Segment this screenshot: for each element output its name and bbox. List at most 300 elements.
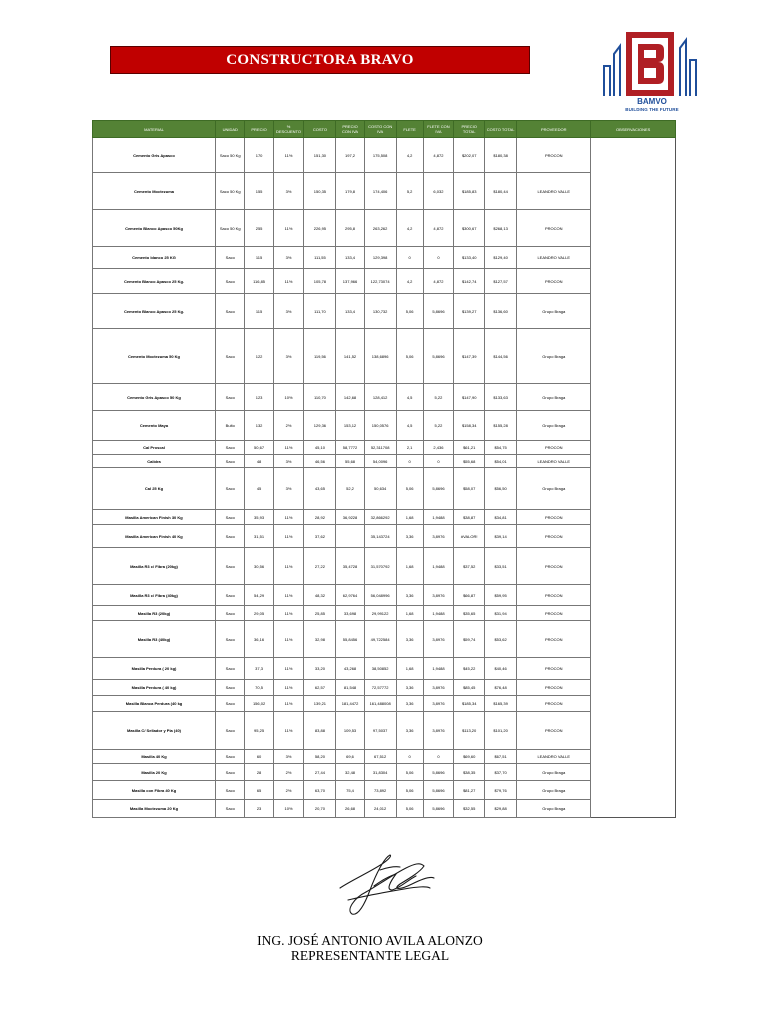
table-cell: PROCON <box>517 658 591 680</box>
table-cell: 1,9488 <box>423 658 454 680</box>
table-cell: 181,4472 <box>336 696 364 712</box>
table-cell: 81,548 <box>336 680 364 696</box>
table-cell: 5,06 <box>396 329 423 384</box>
table-cell: 153,12 <box>336 411 364 441</box>
table-cell: 115 <box>245 294 273 329</box>
logo-text <box>612 98 692 114</box>
table-row <box>93 621 676 658</box>
table-cell: $59,74 <box>454 621 485 658</box>
table-cell: Saco <box>216 781 245 800</box>
table-cell: Cal 25 Kg <box>93 468 216 510</box>
table-cell: 28 <box>245 764 273 781</box>
observaciones-cell <box>591 606 676 621</box>
table-cell: $54,75 <box>485 441 517 455</box>
table-cell: 5,2 <box>396 173 423 210</box>
table-cell: 1,9488 <box>423 510 454 525</box>
table-cell: $37,52 <box>454 548 485 585</box>
table-cell: LEANDRO VALLE <box>517 455 591 468</box>
table-cell: 49,722584 <box>364 621 396 658</box>
table-cell <box>336 525 364 548</box>
table-cell: 1,9488 <box>423 548 454 585</box>
table-cell: 2% <box>273 781 304 800</box>
table-cell: 5,8696 <box>423 294 454 329</box>
table-cell: $165,39 <box>485 696 517 712</box>
table-cell: Grupo Braga <box>517 329 591 384</box>
table-cell: 139,21 <box>304 696 336 712</box>
table-cell: 29,99122 <box>364 606 396 621</box>
table-cell: PROCON <box>517 548 591 585</box>
column-header: PRECIO TOTAL <box>454 121 485 138</box>
table-cell: 3% <box>273 750 304 764</box>
column-header: OBSERVACIONES <box>591 121 676 138</box>
table-cell: $127,57 <box>485 269 517 294</box>
observaciones-cell <box>591 411 676 441</box>
table-cell: PROCON <box>517 525 591 548</box>
table-cell: 55,68 <box>336 455 364 468</box>
table-cell: $34,81 <box>485 510 517 525</box>
observaciones-cell <box>591 712 676 750</box>
table-cell: 52,311708 <box>364 441 396 455</box>
table-cell: $33,51 <box>485 548 517 585</box>
handwritten-signature <box>330 850 440 920</box>
table-cell: 45 <box>245 468 273 510</box>
table-cell: Cemento blanco 25 KG <box>93 247 216 269</box>
table-cell: 5,8696 <box>423 329 454 384</box>
table-cell: 0 <box>396 455 423 468</box>
table-row <box>93 138 676 173</box>
table-cell: $147,39 <box>454 329 485 384</box>
table-row <box>93 441 676 455</box>
table-cell: 197,2 <box>336 138 364 173</box>
table-row <box>93 525 676 548</box>
table-cell: 4,872 <box>423 269 454 294</box>
table-cell: Masilla 20 Kg <box>93 764 216 781</box>
table-cell: 38,50852 <box>364 658 396 680</box>
table-cell: 6,032 <box>423 173 454 210</box>
table-row <box>93 210 676 247</box>
table-cell: $144,56 <box>485 329 517 384</box>
table-cell: PROCON <box>517 621 591 658</box>
table-cell: Masilla con Fibra 40 Kg <box>93 781 216 800</box>
table-cell: 0 <box>423 750 454 764</box>
table-cell: 111,55 <box>304 247 336 269</box>
observaciones-cell <box>591 750 676 764</box>
table-cell: PROCON <box>517 712 591 750</box>
table-cell: $180,38 <box>485 138 517 173</box>
table-cell: Saco <box>216 455 245 468</box>
table-cell: 58,20 <box>304 750 336 764</box>
column-header: % DESCUENTO <box>273 121 304 138</box>
table-cell: 1,68 <box>396 658 423 680</box>
table-cell: 62,57 <box>304 680 336 696</box>
table-cell: Grupo Braga <box>517 468 591 510</box>
table-cell: 0 <box>396 247 423 269</box>
table-cell: 138,6896 <box>364 329 396 384</box>
table-cell: 150,35 <box>304 173 336 210</box>
table-row <box>93 173 676 210</box>
table-cell: PROCON <box>517 606 591 621</box>
table-cell: 3,8976 <box>423 585 454 606</box>
observaciones-cell <box>591 548 676 585</box>
table-cell: 5,06 <box>396 800 423 818</box>
table-cell: 11% <box>273 210 304 247</box>
table-cell: 75,4 <box>336 781 364 800</box>
table-row <box>93 764 676 781</box>
table-cell: Saco 50 Kg <box>216 173 245 210</box>
table-cell: $35,65 <box>454 606 485 621</box>
table-cell: 35,93 <box>245 510 273 525</box>
logo-name: BAMVO <box>637 97 667 106</box>
title-banner <box>110 46 530 74</box>
table-row <box>93 455 676 468</box>
table-cell: $55,68 <box>454 455 485 468</box>
table-cell: 3,36 <box>396 696 423 712</box>
table-cell: Saco <box>216 585 245 606</box>
table-cell: $38,35 <box>454 764 485 781</box>
table-cell: Grupo Braga <box>517 781 591 800</box>
table-cell: Masilla 40 Kg <box>93 750 216 764</box>
table-cell: 3,36 <box>396 680 423 696</box>
observaciones-cell <box>591 329 676 384</box>
table-cell: 3,36 <box>396 525 423 548</box>
table-cell: $85,45 <box>454 680 485 696</box>
observaciones-cell <box>591 658 676 680</box>
table-cell: Saco 50 Kg <box>216 210 245 247</box>
observaciones-cell <box>591 269 676 294</box>
table-cell: 105,78 <box>304 269 336 294</box>
table-cell: Saco <box>216 294 245 329</box>
table-row <box>93 384 676 411</box>
observaciones-cell <box>591 210 676 247</box>
table-row <box>93 510 676 525</box>
table-cell: 31,8304 <box>364 764 396 781</box>
table-cell: 30,56 <box>245 548 273 585</box>
table-cell: $32,55 <box>454 800 485 818</box>
observaciones-cell <box>591 247 676 269</box>
table-cell: 4,872 <box>423 210 454 247</box>
table-cell: 11% <box>273 621 304 658</box>
table-cell: 32,866292 <box>364 510 396 525</box>
table-cell: Cemento Blanco Apasco 25 Kg. <box>93 294 216 329</box>
table-cell: 295,8 <box>336 210 364 247</box>
table-cell: 36,16 <box>245 621 273 658</box>
table-cell: 3% <box>273 294 304 329</box>
table-cell: 20,70 <box>304 800 336 818</box>
table-cell: Saco <box>216 696 245 712</box>
table-cell: 35,4728 <box>336 548 364 585</box>
table-cell: 69,6 <box>336 750 364 764</box>
table-cell: 3% <box>273 247 304 269</box>
table-cell: 174,406 <box>364 173 396 210</box>
table-cell: 36,9228 <box>336 510 364 525</box>
table-cell: 161,488008 <box>364 696 396 712</box>
table-cell: Saco <box>216 548 245 585</box>
table-cell: $38,87 <box>454 510 485 525</box>
table-cell: $155,28 <box>485 411 517 441</box>
table-cell: $69,60 <box>454 750 485 764</box>
table-cell: 4,2 <box>396 138 423 173</box>
table-cell: 35,143724 <box>364 525 396 548</box>
table-cell: PROCON <box>517 680 591 696</box>
table-cell: 32,98 <box>304 621 336 658</box>
table-cell: Grupo Braga <box>517 294 591 329</box>
table-cell: $139,27 <box>454 294 485 329</box>
column-header: COSTO TOTAL <box>485 121 517 138</box>
table-cell: 72,57772 <box>364 680 396 696</box>
table-cell: 11% <box>273 680 304 696</box>
table-cell: Cemento Moctezuma 50 Kg <box>93 329 216 384</box>
table-cell: 11% <box>273 696 304 712</box>
observaciones-cell <box>591 585 676 606</box>
table-cell: Cemento Maya <box>93 411 216 441</box>
table-cell: Masilla American Finish 30 Kg <box>93 510 216 525</box>
table-cell: $67,51 <box>485 750 517 764</box>
table-cell: 175,508 <box>364 138 396 173</box>
column-header: PRECIO <box>245 121 273 138</box>
table-cell: 11% <box>273 269 304 294</box>
table-cell: Saco <box>216 247 245 269</box>
table-cell: Saco <box>216 621 245 658</box>
observaciones-cell <box>591 781 676 800</box>
column-header: COSTO <box>304 121 336 138</box>
table-cell: 4,2 <box>396 269 423 294</box>
table-cell: PROCON <box>517 696 591 712</box>
table-cell: Grupo Braga <box>517 384 591 411</box>
table-cell: 3% <box>273 455 304 468</box>
table-cell: LEANDRO VALLE <box>517 173 591 210</box>
table-row <box>93 800 676 818</box>
table-cell: 2,1 <box>396 441 423 455</box>
table-cell: Saco <box>216 329 245 384</box>
table-cell: 10% <box>273 384 304 411</box>
table-row <box>93 712 676 750</box>
column-header: FLETE <box>396 121 423 138</box>
table-cell: $185,83 <box>454 173 485 210</box>
table-cell: Masilla R3 c/ Fibra (20kg) <box>93 548 216 585</box>
table-cell: 5,8696 <box>423 800 454 818</box>
table-cell: Masilla Perdura ( 20 kg) <box>93 658 216 680</box>
table-cell: Masilla Perdura ( 40 kg) <box>93 680 216 696</box>
table-cell: 123 <box>245 384 273 411</box>
table-cell: 50,67 <box>245 441 273 455</box>
signature-block <box>230 933 510 963</box>
table-cell: 151,30 <box>304 138 336 173</box>
table-cell: 1,68 <box>396 548 423 585</box>
table-cell: 11% <box>273 585 304 606</box>
observaciones-cell <box>591 441 676 455</box>
table-cell: Masilla R3 (20kg) <box>93 606 216 621</box>
table-cell: 46,56 <box>304 455 336 468</box>
observaciones-cell <box>591 696 676 712</box>
signatory-name: ING. JOSÉ ANTONIO AVILA ALONZO <box>257 933 483 948</box>
observaciones-cell <box>591 294 676 329</box>
table-cell: 3,8976 <box>423 621 454 658</box>
column-header: PRECIO CON IVA <box>336 121 364 138</box>
table-cell: 0 <box>423 247 454 269</box>
table-cell: Saco <box>216 712 245 750</box>
table-cell: Masilla C/ Sellador y Pla (40) <box>93 712 216 750</box>
table-cell: 129,398 <box>364 247 396 269</box>
observaciones-cell <box>591 173 676 210</box>
table-cell: 5,22 <box>423 384 454 411</box>
table-cell: $66,87 <box>454 585 485 606</box>
table-cell: 33,698 <box>336 606 364 621</box>
table-cell: PROCON <box>517 269 591 294</box>
table-cell: 122,73074 <box>364 269 396 294</box>
table-cell: Masilla Moctezuma 20 Kg <box>93 800 216 818</box>
table-cell: PROCON <box>517 441 591 455</box>
table-cell: 3,36 <box>396 712 423 750</box>
table-cell: 111,70 <box>304 294 336 329</box>
signatory-title: REPRESENTANTE LEGAL <box>290 948 450 963</box>
table-cell: 28,92 <box>304 510 336 525</box>
table-cell: PROCON <box>517 585 591 606</box>
table-cell: LEANDRO VALLE <box>517 750 591 764</box>
table-cell: 156,02 <box>245 696 273 712</box>
table-cell: 3,8976 <box>423 525 454 548</box>
table-cell: 5,8696 <box>423 781 454 800</box>
table-cell: 83,88 <box>304 712 336 750</box>
table-cell: 170 <box>245 138 273 173</box>
table-cell: 27,22 <box>304 548 336 585</box>
table-cell: 43,65 <box>304 468 336 510</box>
table-cell: 130,732 <box>364 294 396 329</box>
observaciones-cell <box>591 468 676 510</box>
table-cell: 3,36 <box>396 585 423 606</box>
table-cell: 3,36 <box>396 621 423 658</box>
table-cell: $268,13 <box>485 210 517 247</box>
table-cell: $40,46 <box>485 658 517 680</box>
table-cell: 11% <box>273 510 304 525</box>
table-cell: 67,512 <box>364 750 396 764</box>
table-cell: 11% <box>273 138 304 173</box>
table-cell: 4,5 <box>396 411 423 441</box>
table-cell: 70,5 <box>245 680 273 696</box>
table-cell: $129,40 <box>485 247 517 269</box>
table-cell: $58,07 <box>454 468 485 510</box>
table-cell: 37,62 <box>304 525 336 548</box>
column-header: COSTO CON IVA <box>364 121 396 138</box>
table-cell: 50,634 <box>364 468 396 510</box>
table-cell: 109,53 <box>336 712 364 750</box>
observaciones-cell <box>591 510 676 525</box>
table-cell: 31,51 <box>245 525 273 548</box>
table-row <box>93 329 676 384</box>
table-cell: Cemento Blanco Apasco 25 Kg. <box>93 269 216 294</box>
table-cell: 2,436 <box>423 441 454 455</box>
table-row <box>93 247 676 269</box>
table-cell: Cemento Blanco Apasco 50Kg <box>93 210 216 247</box>
table-cell: 3% <box>273 468 304 510</box>
table-cell: $53,62 <box>485 621 517 658</box>
column-header: UNIDAD <box>216 121 245 138</box>
table-cell: 11% <box>273 441 304 455</box>
observaciones-cell <box>591 455 676 468</box>
table-cell: 0 <box>396 750 423 764</box>
table-cell: $142,74 <box>454 269 485 294</box>
table-cell: Masilla R3 (40kg) <box>93 621 216 658</box>
table-cell: 2% <box>273 764 304 781</box>
table-cell: 3,8976 <box>423 712 454 750</box>
table-cell: $81,27 <box>454 781 485 800</box>
table-cell: Saco 50 Kg <box>216 138 245 173</box>
table-cell: 119,56 <box>304 329 336 384</box>
table-cell: 122 <box>245 329 273 384</box>
table-cell: 63,70 <box>304 781 336 800</box>
table-cell: 137,966 <box>336 269 364 294</box>
table-cell: 132 <box>245 411 273 441</box>
table-cell: Masilla R3 c/ Fibra (40kg) <box>93 585 216 606</box>
table-row <box>93 606 676 621</box>
table-row <box>93 658 676 680</box>
table-cell: Cemento Gris Apasco <box>93 138 216 173</box>
column-header: PROVEEDOR <box>517 121 591 138</box>
table-cell: 110,70 <box>304 384 336 411</box>
table-cell: PROCON <box>517 210 591 247</box>
table-cell: 62,9764 <box>336 585 364 606</box>
table-cell: 48,32 <box>304 585 336 606</box>
table-body <box>93 138 676 818</box>
table-cell: Saco <box>216 269 245 294</box>
table-row <box>93 750 676 764</box>
table-cell: 116,85 <box>245 269 273 294</box>
table-cell: 45,10 <box>304 441 336 455</box>
table-cell: 1,68 <box>396 606 423 621</box>
table-cell: Masilla Blanca Perdura (40 kg <box>93 696 216 712</box>
table-cell: 25,85 <box>304 606 336 621</box>
table-cell: $45,22 <box>454 658 485 680</box>
observaciones-cell <box>591 764 676 781</box>
table-cell: 37,3 <box>245 658 273 680</box>
table-cell: Saco <box>216 441 245 455</box>
table-cell: 5,06 <box>396 468 423 510</box>
table-cell: 10% <box>273 800 304 818</box>
table-cell: 11% <box>273 606 304 621</box>
logo-tagline: BUILDING THE FUTURE <box>625 107 679 112</box>
table-cell: 133,4 <box>336 247 364 269</box>
table-cell: Saco <box>216 658 245 680</box>
table-cell: 65 <box>245 781 273 800</box>
table-cell: 32,48 <box>336 764 364 781</box>
observaciones-cell <box>591 525 676 548</box>
table-cell: $202,07 <box>454 138 485 173</box>
table-cell: Masilla American Finish 40 Kg <box>93 525 216 548</box>
table-cell: 43,268 <box>336 658 364 680</box>
table-cell: 54,29 <box>245 585 273 606</box>
table-cell: 31,570792 <box>364 548 396 585</box>
table-cell: $158,34 <box>454 411 485 441</box>
table-cell: 5,8696 <box>423 764 454 781</box>
column-header: MATERIAL <box>93 121 216 138</box>
table-cell: $147,90 <box>454 384 485 411</box>
table-cell: Grupo Braga <box>517 764 591 781</box>
table-cell: Saco <box>216 764 245 781</box>
table-cell: Saco <box>216 384 245 411</box>
table-cell: $29,88 <box>485 800 517 818</box>
table-cell: 141,52 <box>336 329 364 384</box>
table-cell: Saco <box>216 606 245 621</box>
table-cell: $133,63 <box>485 384 517 411</box>
table-cell: 11% <box>273 525 304 548</box>
table-cell: Cemento Moctezuma <box>93 173 216 210</box>
table-cell: $54,01 <box>485 455 517 468</box>
table-cell: 5,06 <box>396 294 423 329</box>
table-cell: 255 <box>245 210 273 247</box>
table-cell: 97,5037 <box>364 712 396 750</box>
table-cell: 3% <box>273 173 304 210</box>
table-cell: 11% <box>273 658 304 680</box>
materials-price-table <box>92 120 676 818</box>
